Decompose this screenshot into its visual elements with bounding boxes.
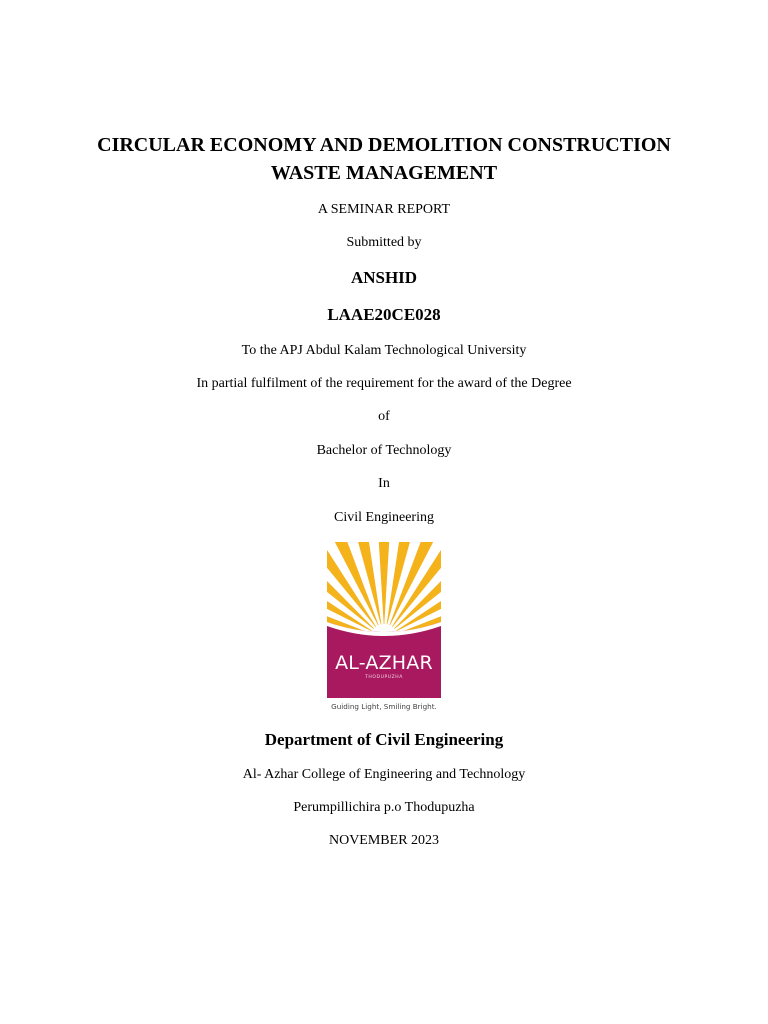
report-title-line-1: CIRCULAR ECONOMY AND DEMOLITION CONSTRUCTION: [97, 134, 671, 156]
college-address: Perumpillichira p.o Thodupuzha: [293, 800, 475, 815]
department-name: Department of Civil Engineering: [264, 730, 504, 749]
in-word: In: [378, 476, 390, 491]
report-title-line-2: WASTE MANAGEMENT: [270, 162, 498, 184]
college-name: Al- Azhar College of Engineering and Technology: [242, 767, 526, 782]
submission-date: NOVEMBER 2023: [328, 833, 440, 848]
of-word: of: [378, 409, 390, 424]
report-type: A SEMINAR REPORT: [317, 202, 451, 217]
logo-name: AL-AZHAR: [335, 652, 433, 674]
author-register-number: LAAE20CE028: [327, 305, 441, 324]
logo-tagline: Guiding Light, Smiling Bright.: [331, 702, 437, 711]
submitted-by-label: Submitted by: [346, 235, 422, 250]
branch-name: Civil Engineering: [334, 510, 434, 525]
degree-name: Bachelor of Technology: [316, 443, 452, 458]
author-name: ANSHID: [350, 268, 418, 287]
university-line: To the APJ Abdul Kalam Technological University: [241, 343, 527, 358]
logo-emblem: [327, 542, 441, 698]
requirement-line: In partial fulfilment of the requirement for the award of the Degree: [196, 376, 572, 391]
college-logo: [323, 542, 445, 716]
logo-subtitle: THODUPUZHA: [365, 675, 403, 680]
